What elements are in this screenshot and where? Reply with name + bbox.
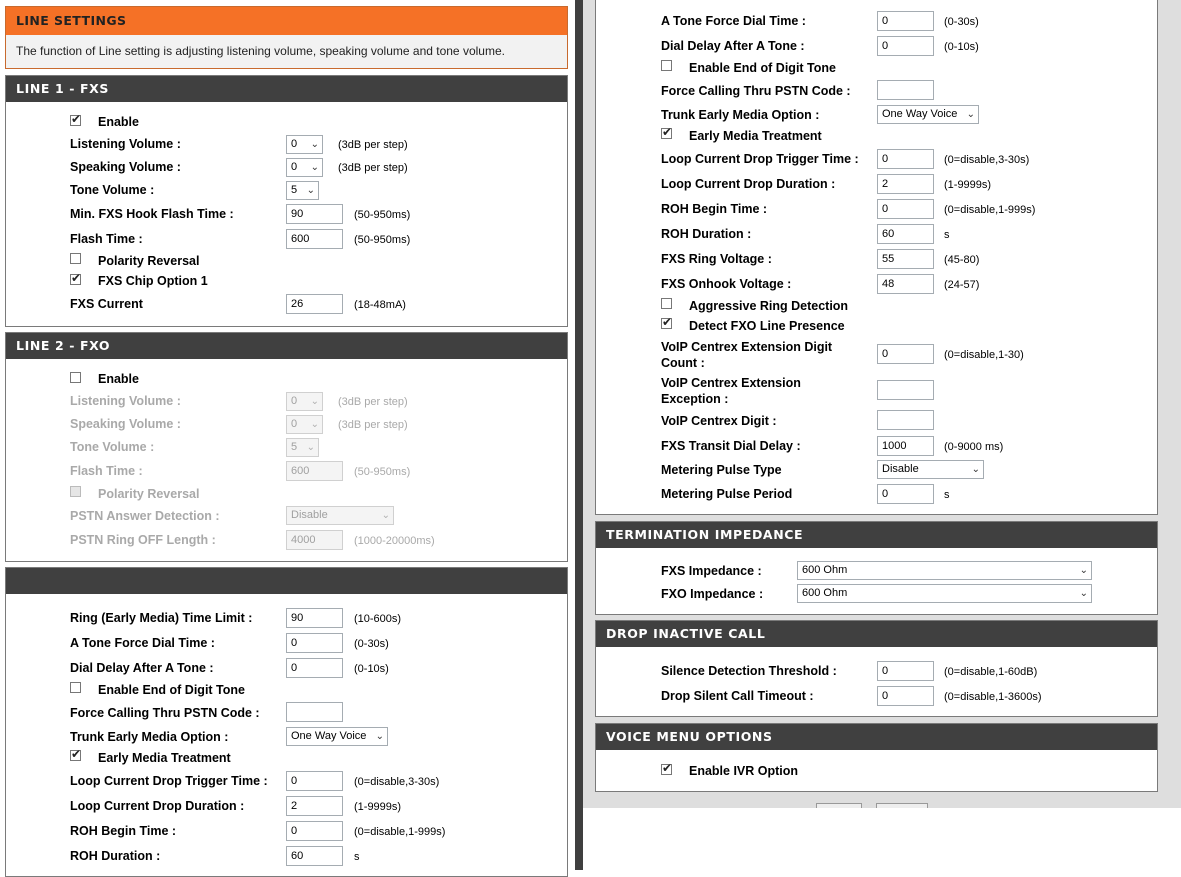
r-early-treatment-checkbox[interactable] xyxy=(661,128,672,139)
centrex-exception-label: VoIP Centrex Extension Exception : xyxy=(661,376,801,406)
loop-duration-hint: (1-9999s) xyxy=(354,801,402,813)
centrex-digit-label: VoIP Centrex Digit : xyxy=(661,414,777,428)
chevron-down-icon: ⌄ xyxy=(306,185,315,196)
r-loop-duration-hint: (1-9999s) xyxy=(944,179,992,191)
r-loop-trigger-label: Loop Current Drop Trigger Time : xyxy=(661,152,859,166)
line1-title: LINE 1 - FXS xyxy=(6,76,567,102)
r-force-pstn-input[interactable] xyxy=(877,80,934,100)
line2-speaking-select[interactable]: 0 ⌄ xyxy=(286,415,323,434)
line1-current-label: FXS Current xyxy=(70,297,143,311)
centrex-count-input[interactable]: 0 xyxy=(877,344,934,364)
line2-polarity-label: Polarity Reversal xyxy=(98,487,200,501)
tone-force-hint: (0-30s) xyxy=(354,638,389,650)
silent-timeout-hint: (0=disable,1-3600s) xyxy=(944,691,1042,703)
roh-duration-label: ROH Duration : xyxy=(70,849,161,863)
loop-trigger-label: Loop Current Drop Trigger Time : xyxy=(70,774,268,788)
fxo-impedance-select[interactable]: 600 Ohm ⌄ xyxy=(797,584,1092,603)
end-digit-label: Enable End of Digit Tone xyxy=(98,683,245,697)
line-settings-title: LINE SETTINGS xyxy=(6,7,567,35)
line1-tone-select[interactable]: 5 ⌄ xyxy=(286,181,319,200)
line2-tone-select[interactable]: 5 ⌄ xyxy=(286,438,319,457)
line2-ringoff-input[interactable]: 4000 xyxy=(286,530,343,550)
roh-begin-input[interactable]: 0 xyxy=(286,821,343,841)
line2-title: LINE 2 - FXO xyxy=(6,333,567,359)
r-dial-delay-label: Dial Delay After A Tone : xyxy=(661,39,805,53)
line1-speaking-hint: (3dB per step) xyxy=(338,162,408,174)
detect-fxo-checkbox[interactable] xyxy=(661,318,672,329)
tone-force-label: A Tone Force Dial Time : xyxy=(70,636,215,650)
silence-threshold-hint: (0=disable,1-60dB) xyxy=(944,666,1038,678)
chevron-down-icon: ⌄ xyxy=(971,464,980,475)
r-early-treatment-label: Early Media Treatment xyxy=(689,129,822,143)
centrex-digit-input[interactable] xyxy=(877,410,934,430)
metering-period-hint: s xyxy=(944,489,950,501)
voice-menu-title: VOICE MENU OPTIONS xyxy=(596,724,1157,750)
line2-flash-hint: (50-950ms) xyxy=(354,466,411,478)
silence-threshold-label: Silence Detection Threshold : xyxy=(661,664,837,678)
line1-speaking-select[interactable]: 0 ⌄ xyxy=(286,158,323,177)
drop-inactive-panel xyxy=(595,620,1158,717)
line1-polarity-label: Polarity Reversal xyxy=(98,254,200,268)
drop-inactive-title: DROP INACTIVE CALL xyxy=(596,621,1157,647)
silent-timeout-input[interactable]: 0 xyxy=(877,686,934,706)
metering-type-select[interactable]: Disable ⌄ xyxy=(877,460,984,479)
line2-pstn-answer-select[interactable]: Disable ⌄ xyxy=(286,506,394,525)
line1-panel xyxy=(5,75,568,327)
loop-duration-label: Loop Current Drop Duration : xyxy=(70,799,245,813)
chevron-down-icon: ⌄ xyxy=(375,731,384,742)
line2-flash-label: Flash Time : xyxy=(70,464,143,478)
loop-trigger-hint: (0=disable,3-30s) xyxy=(354,776,440,788)
line2-polarity-checkbox[interactable] xyxy=(70,486,81,497)
r-tone-force-hint: (0-30s) xyxy=(944,16,979,28)
chevron-down-icon: ⌄ xyxy=(1079,565,1088,576)
chevron-down-icon: ⌄ xyxy=(306,442,315,453)
metering-type-label: Metering Pulse Type xyxy=(661,463,782,477)
chevron-down-icon: ⌄ xyxy=(310,396,319,407)
onhook-voltage-input[interactable]: 48 xyxy=(877,274,934,294)
line1-polarity-checkbox[interactable] xyxy=(70,253,81,264)
chevron-down-icon: ⌄ xyxy=(310,162,319,173)
line-settings-box xyxy=(5,6,568,69)
line1-current-input[interactable]: 26 xyxy=(286,294,343,314)
line1-hookflash-hint: (50-950ms) xyxy=(354,209,411,221)
fxs-impedance-select[interactable]: 600 Ohm ⌄ xyxy=(797,561,1092,580)
line1-listening-label: Listening Volume : xyxy=(70,137,181,151)
ring-limit-input[interactable]: 90 xyxy=(286,608,343,628)
r-force-pstn-label: Force Calling Thru PSTN Code : xyxy=(661,84,851,98)
dial-delay-input[interactable]: 0 xyxy=(286,658,343,678)
silent-timeout-label: Drop Silent Call Timeout : xyxy=(661,689,814,703)
metering-period-input[interactable]: 0 xyxy=(877,484,934,504)
r-end-digit-label: Enable End of Digit Tone xyxy=(689,61,836,75)
roh-begin-hint: (0=disable,1-999s) xyxy=(354,826,446,838)
r-roh-begin-hint: (0=disable,1-999s) xyxy=(944,204,1036,216)
line1-speaking-label: Speaking Volume : xyxy=(70,160,181,174)
centrex-exception-input[interactable] xyxy=(877,380,934,400)
line1-listening-hint: (3dB per step) xyxy=(338,139,408,151)
line1-current-hint: (18-48mA) xyxy=(354,299,406,311)
chevron-down-icon: ⌄ xyxy=(381,510,390,521)
line2-enable-label: Enable xyxy=(98,372,139,386)
line1-chip-checkbox[interactable] xyxy=(70,274,81,285)
chevron-down-icon: ⌄ xyxy=(966,109,975,120)
line1-hookflash-label: Min. FXS Hook Flash Time : xyxy=(70,207,234,221)
r-tone-force-input[interactable]: 0 xyxy=(877,11,934,31)
tone-force-input[interactable]: 0 xyxy=(286,633,343,653)
termination-title: TERMINATION IMPEDANCE xyxy=(596,522,1157,548)
line3-header xyxy=(6,568,567,594)
right-panel xyxy=(583,0,1181,808)
ivr-label: Enable IVR Option xyxy=(689,764,799,778)
line1-tone-label: Tone Volume : xyxy=(70,183,155,197)
detect-fxo-label: Detect FXO Line Presence xyxy=(689,319,845,333)
aggressive-ring-label: Aggressive Ring Detection xyxy=(689,299,849,313)
r-end-digit-checkbox[interactable] xyxy=(661,60,672,71)
chevron-down-icon: ⌄ xyxy=(310,139,319,150)
force-pstn-input[interactable] xyxy=(286,702,343,722)
r-dial-delay-hint: (0-10s) xyxy=(944,41,979,53)
blank-area xyxy=(583,808,1181,870)
line1-flash-hint: (50-950ms) xyxy=(354,234,411,246)
line2-ringoff-label: PSTN Ring OFF Length : xyxy=(70,533,216,547)
line2-speaking-label: Speaking Volume : xyxy=(70,417,181,431)
line1-flash-input[interactable]: 600 xyxy=(286,229,343,249)
line2-speaking-hint: (3dB per step) xyxy=(338,419,408,431)
line1-enable-checkbox[interactable] xyxy=(70,115,81,126)
transit-delay-label: FXS Transit Dial Delay : xyxy=(661,439,801,453)
roh-begin-label: ROH Begin Time : xyxy=(70,824,177,838)
trunk-early-label: Trunk Early Media Option : xyxy=(70,730,229,744)
ring-voltage-hint: (45-80) xyxy=(944,254,980,266)
chevron-down-icon: ⌄ xyxy=(1079,588,1088,599)
ivr-checkbox[interactable] xyxy=(661,764,672,775)
line2-ringoff-hint: (1000-20000ms) xyxy=(354,535,435,547)
loop-duration-input[interactable]: 2 xyxy=(286,796,343,816)
line2-pstn-answer-label: PSTN Answer Detection : xyxy=(70,509,220,523)
transit-delay-input[interactable]: 1000 xyxy=(877,436,934,456)
r-trunk-early-select[interactable]: One Way Voice ⌄ xyxy=(877,105,979,124)
onhook-voltage-hint: (24-57) xyxy=(944,279,980,291)
r-loop-trigger-input[interactable]: 0 xyxy=(877,149,934,169)
r-roh-begin-label: ROH Begin Time : xyxy=(661,202,768,216)
r-roh-duration-label: ROH Duration : xyxy=(661,227,752,241)
termination-panel xyxy=(595,521,1158,615)
line3-panel xyxy=(5,567,568,877)
line2-panel xyxy=(5,332,568,562)
transit-delay-hint: (0-9000 ms) xyxy=(944,441,1004,453)
fxs-impedance-label: FXS Impedance : xyxy=(661,564,762,578)
roh-duration-input[interactable]: 60 xyxy=(286,846,343,866)
r-tone-force-label: A Tone Force Dial Time : xyxy=(661,14,806,28)
dial-delay-hint: (0-10s) xyxy=(354,663,389,675)
line1-chip-label: FXS Chip Option 1 xyxy=(98,274,208,288)
r-roh-begin-input[interactable]: 0 xyxy=(877,199,934,219)
line-settings-description: The function of Line setting is adjusting listening volume, speaking volume and tone volume. xyxy=(16,44,505,58)
aggressive-ring-checkbox[interactable] xyxy=(661,298,672,309)
ring-voltage-label: FXS Ring Voltage : xyxy=(661,252,772,266)
early-treatment-checkbox[interactable] xyxy=(70,750,81,761)
roh-duration-hint: s xyxy=(354,851,360,863)
ring-limit-label: Ring (Early Media) Time Limit : xyxy=(70,611,253,625)
r-trunk-early-label: Trunk Early Media Option : xyxy=(661,108,820,122)
end-digit-checkbox[interactable] xyxy=(70,682,81,693)
onhook-voltage-label: FXS Onhook Voltage : xyxy=(661,277,792,291)
left-panel xyxy=(0,0,575,870)
line2-tone-label: Tone Volume : xyxy=(70,440,155,454)
centrex-count-hint: (0=disable,1-30) xyxy=(944,349,1024,361)
line2-listening-select[interactable]: 0 ⌄ xyxy=(286,392,323,411)
column-divider xyxy=(575,0,583,870)
r-roh-duration-hint: s xyxy=(944,229,950,241)
dial-delay-label: Dial Delay After A Tone : xyxy=(70,661,214,675)
line2-listening-label: Listening Volume : xyxy=(70,394,181,408)
force-pstn-label: Force Calling Thru PSTN Code : xyxy=(70,706,260,720)
loop-trigger-input[interactable]: 0 xyxy=(286,771,343,791)
r-loop-duration-label: Loop Current Drop Duration : xyxy=(661,177,836,191)
centrex-count-label: VoIP Centrex Extension Digit Count : xyxy=(661,340,833,370)
trunk-early-select[interactable]: One Way Voice ⌄ xyxy=(286,727,388,746)
ring-limit-hint: (10-600s) xyxy=(354,613,402,625)
r-dial-delay-input[interactable]: 0 xyxy=(877,36,934,56)
voice-menu-panel xyxy=(595,723,1158,792)
line1-enable-label: Enable xyxy=(98,115,139,129)
line-continued-panel xyxy=(595,0,1158,515)
r-loop-duration-input[interactable]: 2 xyxy=(877,174,934,194)
line1-listening-select[interactable]: 0 ⌄ xyxy=(286,135,323,154)
r-loop-trigger-hint: (0=disable,3-30s) xyxy=(944,154,1030,166)
line2-enable-checkbox[interactable] xyxy=(70,372,81,383)
fxo-impedance-label: FXO Impedance : xyxy=(661,587,764,601)
ring-voltage-input[interactable]: 55 xyxy=(877,249,934,269)
line2-listening-hint: (3dB per step) xyxy=(338,396,408,408)
silence-threshold-input[interactable]: 0 xyxy=(877,661,934,681)
chevron-down-icon: ⌄ xyxy=(310,419,319,430)
line1-hookflash-input[interactable]: 90 xyxy=(286,204,343,224)
line2-flash-input[interactable]: 600 xyxy=(286,461,343,481)
r-roh-duration-input[interactable]: 60 xyxy=(877,224,934,244)
early-treatment-label: Early Media Treatment xyxy=(98,751,231,765)
metering-period-label: Metering Pulse Period xyxy=(661,487,793,501)
line1-flash-label: Flash Time : xyxy=(70,232,143,246)
